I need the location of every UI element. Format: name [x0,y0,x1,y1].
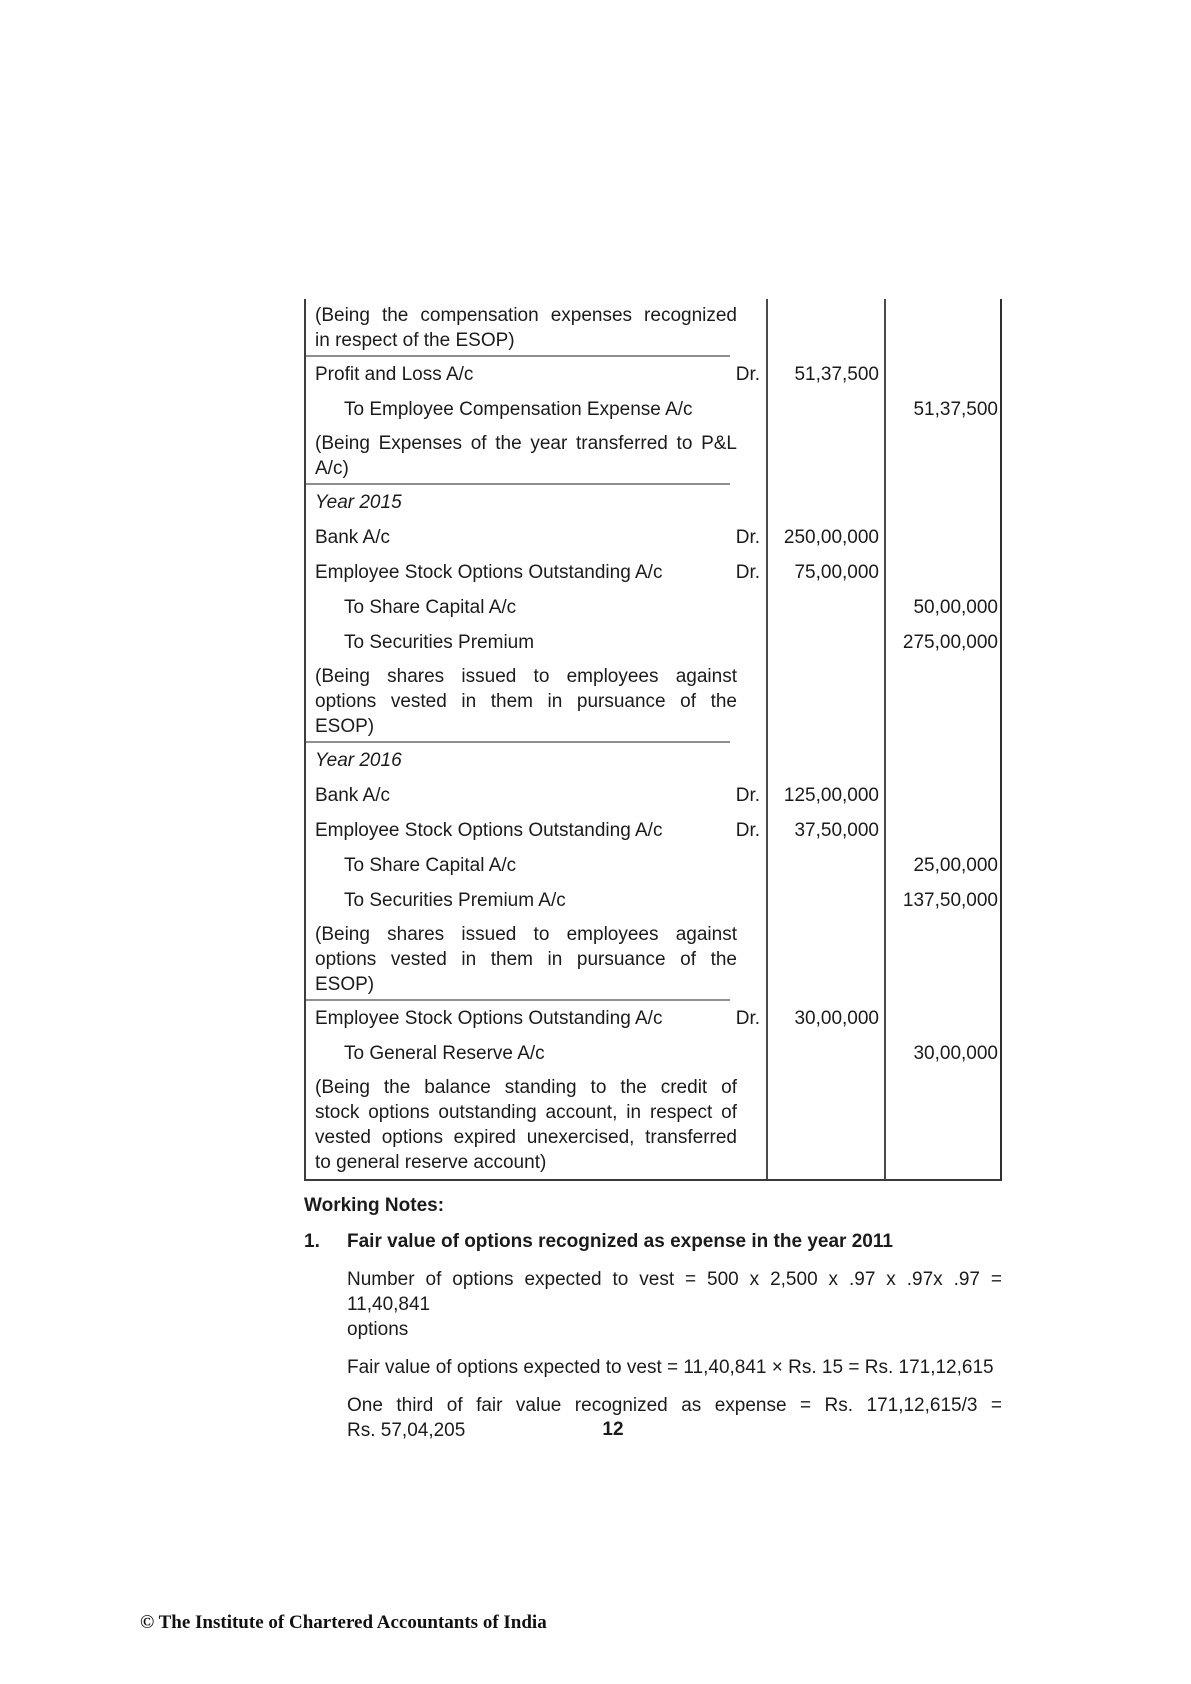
narration-line: ESOP) [315,716,375,737]
dr-label: Dr. [735,1007,760,1029]
credit-amount-cell: 50,00,000 [913,597,998,618]
credit-amount-cell: 275,00,000 [902,632,998,653]
note-line: One third of fair value recognized as expense = Rs. 171,12,615/3 = [347,1395,1002,1416]
account-name: Employee Stock Options Outstanding A/c [315,819,663,841]
journal-row-entry [306,813,1000,848]
journal-row-to [306,848,1000,883]
note-title: Fair value of options recognized as expense in the year 2011 [347,1231,893,1252]
journal-row-entry [306,357,1000,392]
note-title-row [304,1229,1002,1255]
narration-line: ESOP) [315,974,375,995]
credit-amount-cell: 30,00,000 [913,1043,998,1064]
credit-amount-cell: 137,50,000 [902,890,998,911]
narration-line: options vested in them in pursuance of the [315,691,737,712]
account-name: To Share Capital A/c [344,596,517,618]
particulars-cell [306,1036,768,1071]
particulars-cell [306,590,768,625]
content-area [304,299,1002,1456]
working-note-item [304,1229,1002,1443]
journal-row-to [306,1036,1000,1071]
journal-row-narration [306,427,1000,485]
debit-amount-cell: 250,00,000 [768,520,886,555]
credit-amount-cell [886,1001,1004,1036]
particulars-cell [306,813,768,848]
note-paragraph [347,1267,1002,1342]
narration-line: stock options outstanding account, in respect of [315,1102,737,1123]
debit-amount-cell [768,883,886,918]
credit-amount-cell [886,660,1004,743]
working-notes-heading: Working Notes: [304,1195,445,1216]
debit-amount-cell [768,392,886,427]
debit-amount-cell [768,1071,886,1179]
debit-amount-cell [768,1036,886,1071]
debit-amount-cell [768,743,886,778]
journal-row-to [306,392,1000,427]
narration-line: (Being shares issued to employees against [315,924,737,945]
dr-label: Dr. [735,561,760,583]
narration-line: (Being shares issued to employees against [315,666,737,687]
narration-line: A/c) [315,458,349,479]
account-name: Profit and Loss A/c [315,363,474,385]
debit-amount-cell [768,590,886,625]
particulars-cell [306,625,768,660]
account-name: To General Reserve A/c [344,1042,545,1064]
note-line: options [347,1319,409,1340]
note-paragraphs [304,1267,1002,1443]
account-name: Bank A/c [315,784,390,806]
debit-amount-cell: 125,00,000 [768,778,886,813]
journal-row-narration [306,1071,1000,1179]
credit-amount-cell [886,485,1004,520]
particulars-cell [306,743,768,778]
dr-label: Dr. [735,526,760,548]
debit-amount-cell [768,299,886,357]
journal-row-entry [306,520,1000,555]
narration-line: (Being the balance standing to the credit of [315,1077,737,1098]
particulars-cell [306,299,768,357]
credit-amount-cell [886,743,1004,778]
debit-amount-cell: 37,50,000 [768,813,886,848]
journal-row-entry [306,778,1000,813]
narration-line: (Being Expenses of the year transferred to P&L [315,433,737,454]
note-line: Fair value of options expected to vest = 11,40,841 × Rs. 15 = Rs. 171,12,615 [347,1357,994,1378]
copyright-footer: © The Institute of Chartered Accountants of India [140,1612,547,1633]
particulars-cell [306,520,768,555]
journal-row-to [306,590,1000,625]
particulars-cell [306,485,768,520]
credit-amount-cell [886,1071,1004,1179]
debit-amount-cell [768,918,886,1001]
note-line: Rs. 57,04,205 [347,1420,466,1441]
debit-amount-cell [768,485,886,520]
journal-row-narration [306,660,1000,743]
journal-row-narration [306,918,1000,1001]
journal-row-year [306,743,1000,778]
note-line: Number of options expected to vest = 500 x 2,500 x .97 x .97x .97 = 11,40,841 [347,1269,1002,1315]
narration-line: to general reserve account) [315,1152,547,1173]
credit-amount-cell [886,520,1004,555]
particulars-cell [306,660,768,743]
journal-row-narration [306,299,1000,357]
debit-amount-cell [768,848,886,883]
account-name: To Securities Premium A/c [344,889,566,911]
journal-row-year [306,485,1000,520]
debit-amount-cell: 30,00,000 [768,1001,886,1036]
particulars-cell [306,392,768,427]
account-name: Bank A/c [315,526,390,548]
page-number: 12 [602,1419,624,1440]
credit-amount-cell [886,555,1004,590]
credit-amount-cell [886,357,1004,392]
note-number: 1. [304,1231,320,1252]
year-label: Year 2015 [315,491,402,513]
credit-amount-cell [886,778,1004,813]
particulars-cell [306,555,768,590]
narration-line: options vested in them in pursuance of the [315,949,737,970]
journal-row-to [306,883,1000,918]
debit-amount-cell [768,625,886,660]
narration-line: in respect of the ESOP) [315,330,515,351]
debit-amount-cell: 75,00,000 [768,555,886,590]
working-notes-items [304,1229,1002,1443]
dr-label: Dr. [735,363,760,385]
particulars-cell [306,357,768,392]
journal-row-entry [306,555,1000,590]
credit-amount-cell: 25,00,000 [913,855,998,876]
particulars-cell [306,848,768,883]
account-name: To Share Capital A/c [344,854,517,876]
particulars-cell [306,427,768,485]
note-paragraph [347,1355,1002,1380]
note-paragraph [347,1393,1002,1443]
credit-amount-cell [886,813,1004,848]
debit-amount-cell [768,427,886,485]
credit-amount-cell [886,918,1004,1001]
particulars-cell [306,1001,768,1036]
dr-label: Dr. [735,784,760,806]
credit-amount-cell [886,299,1004,357]
dr-label: Dr. [735,819,760,841]
debit-amount-cell: 51,37,500 [768,357,886,392]
account-name: Employee Stock Options Outstanding A/c [315,561,663,583]
particulars-cell [306,778,768,813]
year-label: Year 2016 [315,749,402,771]
working-notes-section [304,1193,1002,1443]
credit-amount-cell: 51,37,500 [913,399,998,420]
particulars-cell [306,883,768,918]
journal-row-entry [306,1001,1000,1036]
journal-row-to [306,625,1000,660]
account-name: Employee Stock Options Outstanding A/c [315,1007,663,1029]
account-name: To Securities Premium [344,631,535,653]
narration-line: (Being the compensation expenses recognized [315,305,737,326]
debit-amount-cell [768,660,886,743]
credit-amount-cell [886,427,1004,485]
particulars-cell [306,1071,768,1179]
journal-entries-table [304,299,1002,1181]
narration-line: vested options expired unexercised, transferred [315,1127,737,1148]
account-name: To Employee Compensation Expense A/c [344,398,693,420]
particulars-cell [306,918,768,1001]
